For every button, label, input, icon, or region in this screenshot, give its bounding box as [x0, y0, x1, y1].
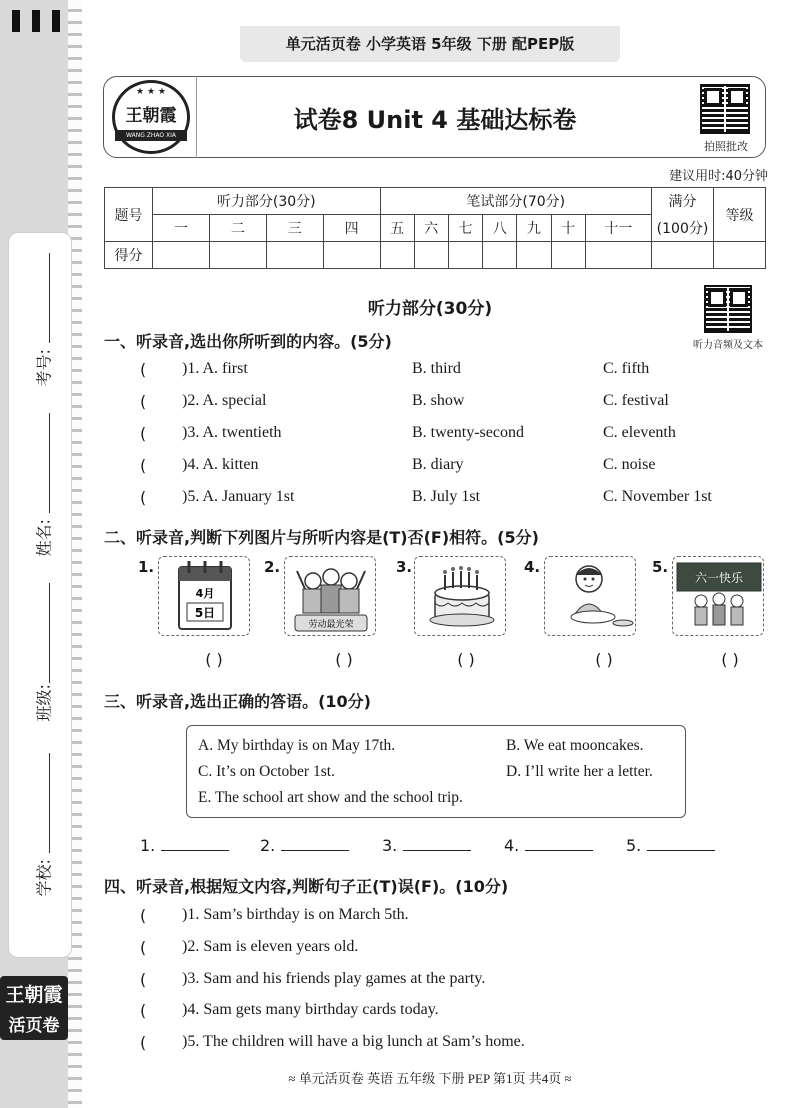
- statement-1: )1. Sam’s birthday is on March 5th.: [182, 906, 409, 923]
- answer-paren[interactable]: (: [140, 456, 147, 475]
- score-cell[interactable]: [652, 242, 714, 269]
- picture-number: 5.: [652, 558, 669, 576]
- picture-number: 3.: [396, 558, 413, 576]
- logo-stars-icon: ★ ★ ★: [136, 87, 166, 97]
- board-text: 六一快乐: [694, 571, 744, 585]
- binding-mark: [32, 10, 40, 32]
- blank-number: 1.: [140, 836, 156, 855]
- writing-group-header: 笔试部分(70分): [380, 188, 652, 215]
- exam-number-label: 考号:: [34, 349, 54, 387]
- class-label: 班级:: [34, 684, 54, 722]
- col-header: 九: [517, 215, 551, 242]
- col-header: 五: [380, 215, 414, 242]
- section-3-title: 三、听录音,选出正确的答语。(10分): [104, 692, 371, 711]
- school-field[interactable]: [49, 753, 50, 853]
- childrens-day-picture: [672, 556, 764, 636]
- section-4-title: 四、听录音,根据短文内容,判断句子正(T)误(F)。(10分): [104, 877, 509, 896]
- score-cell[interactable]: [448, 242, 482, 269]
- class-field[interactable]: [49, 583, 50, 683]
- page-footer: ≈ 单元活页卷 英语 五年级 下册 PEP 第1页 共4页 ≈: [288, 1071, 572, 1086]
- blank-number: 3.: [382, 836, 398, 855]
- score-cell[interactable]: [551, 242, 585, 269]
- name-label: 姓名:: [34, 519, 54, 557]
- section-1-title: 一、听录音,选出你所听到的内容。(5分): [104, 332, 392, 351]
- option-e: E. The school art show and the school trip.: [198, 789, 463, 806]
- option-c: C. eleventh: [603, 424, 676, 441]
- score-table: [104, 187, 766, 269]
- answer-paren[interactable]: (: [140, 392, 147, 411]
- statement-4: )4. Sam gets many birthday cards today.: [182, 1001, 439, 1018]
- suggested-time: 建议用时:40分钟: [669, 169, 768, 184]
- answer-paren[interactable]: (: [140, 1001, 147, 1020]
- workers-picture: [284, 556, 376, 636]
- series-header: 单元活页卷 小学英语 5年级 下册 配PEP版: [240, 26, 620, 62]
- answer-paren[interactable]: (: [140, 970, 147, 989]
- statement-3: )3. Sam and his friends play games at the party.: [182, 970, 486, 987]
- answer-paren[interactable]: (: [140, 1033, 147, 1052]
- col-header: 三: [266, 215, 323, 242]
- brand-name: 王朝霞: [5, 984, 63, 1006]
- score-cell[interactable]: [517, 242, 551, 269]
- col-header: 十: [551, 215, 585, 242]
- question-no-header: 题号: [105, 188, 153, 242]
- workers-icon: [285, 557, 376, 636]
- option-d: D. I’ll write her a letter.: [506, 763, 653, 780]
- section-2-title: 二、听录音,判断下列图片与所听内容是(T)否(F)相符。(5分): [104, 528, 539, 547]
- page-title: 试卷8 Unit 4 基础达标卷: [293, 106, 577, 134]
- option-c: C. fifth: [603, 360, 650, 377]
- banner-caption: 劳动最光荣: [308, 620, 354, 630]
- grade-header: 等级: [714, 188, 766, 242]
- answer-blank[interactable]: [626, 836, 715, 855]
- answer-paren[interactable]: ( ): [721, 650, 739, 669]
- answer-paren[interactable]: (: [140, 906, 147, 925]
- exam-number-field[interactable]: [49, 253, 50, 343]
- answer-blank[interactable]: [260, 836, 349, 855]
- answer-paren[interactable]: ( ): [335, 650, 353, 669]
- name-field[interactable]: [49, 413, 50, 513]
- option-c: C. It’s on October 1st.: [198, 763, 335, 780]
- score-cell[interactable]: [714, 242, 766, 269]
- brand-logo-box: [0, 976, 68, 1040]
- col-header: 十一: [585, 215, 651, 242]
- school-label: 学校:: [34, 859, 54, 897]
- full-marks-value: (100分): [652, 215, 714, 242]
- calendar-picture: [158, 556, 250, 636]
- binding-mark: [52, 10, 60, 32]
- option-a: A. My birthday is on May 17th.: [198, 737, 396, 754]
- answer-blank[interactable]: [140, 836, 229, 855]
- picture-number: 1.: [138, 558, 155, 576]
- question-1: )1. A. first: [182, 360, 248, 377]
- col-header: 一: [153, 215, 210, 242]
- picture-number: 4.: [524, 558, 541, 576]
- question-2: )2. A. special: [182, 392, 267, 409]
- score-cell[interactable]: [414, 242, 448, 269]
- divider: [196, 76, 197, 158]
- col-header: 七: [448, 215, 482, 242]
- col-header: 六: [414, 215, 448, 242]
- blank-number: 5.: [626, 836, 642, 855]
- calendar-month: 4月: [195, 587, 215, 600]
- score-cell[interactable]: [483, 242, 517, 269]
- col-header: 二: [209, 215, 266, 242]
- qr-code-icon[interactable]: [704, 285, 752, 333]
- answer-paren[interactable]: ( ): [457, 650, 475, 669]
- logo-name: 王朝霞: [125, 106, 177, 126]
- picture-number: 2.: [264, 558, 281, 576]
- option-b: B. third: [412, 360, 461, 377]
- qr-audio-label: 听力音频及文本: [693, 340, 763, 351]
- col-header: 四: [323, 215, 380, 242]
- question-4: )4. A. kitten: [182, 456, 259, 473]
- question-5: )5. A. January 1st: [182, 488, 295, 505]
- qr-code-icon[interactable]: [700, 84, 750, 134]
- answer-paren[interactable]: (: [140, 424, 147, 443]
- col-header: 八: [483, 215, 517, 242]
- listening-group-header: 听力部分(30分): [153, 188, 381, 215]
- option-b: B. We eat mooncakes.: [506, 737, 644, 754]
- answer-blank[interactable]: [504, 836, 593, 855]
- full-marks-header: 满分: [652, 188, 714, 215]
- score-cell[interactable]: [266, 242, 323, 269]
- score-row-label: 得分: [105, 242, 153, 269]
- option-b: B. twenty-second: [412, 424, 524, 441]
- question-3: )3. A. twentieth: [182, 424, 282, 441]
- option-c: C. festival: [603, 392, 669, 409]
- logo-band: WANG ZHAO XIA: [115, 130, 187, 141]
- qr-grading-label: 拍照批改: [704, 140, 748, 153]
- score-cell[interactable]: [585, 242, 651, 269]
- option-c: C. November 1st: [603, 488, 712, 505]
- birthday-cake-picture: [414, 556, 506, 636]
- option-b: B. show: [412, 392, 465, 409]
- listening-heading: 听力部分(30分): [367, 299, 493, 319]
- calendar-icon: [159, 557, 250, 636]
- answer-blank[interactable]: [382, 836, 471, 855]
- student-info-card: [8, 232, 72, 958]
- option-b: B. July 1st: [412, 488, 481, 505]
- brand-product: 活页卷: [8, 1016, 60, 1036]
- blank-number: 2.: [260, 836, 276, 855]
- publisher-logo: [112, 80, 190, 154]
- score-cell[interactable]: [153, 242, 210, 269]
- option-b: B. diary: [412, 456, 464, 473]
- answer-paren[interactable]: (: [140, 488, 147, 507]
- column-numbers-row: [105, 215, 766, 242]
- boy-cooking-icon: [545, 557, 636, 636]
- statement-2: )2. Sam is eleven years old.: [182, 938, 359, 955]
- answer-paren[interactable]: (: [140, 938, 147, 957]
- answer-paren[interactable]: ( ): [205, 650, 223, 669]
- answer-paren[interactable]: (: [140, 360, 147, 379]
- childrens-day-icon: [673, 557, 764, 636]
- score-cell[interactable]: [209, 242, 266, 269]
- statement-5: )5. The children will have a big lunch at Sam’s home.: [182, 1033, 525, 1050]
- binding-mark: [12, 10, 20, 32]
- calendar-day: 5日: [194, 606, 216, 620]
- blank-number: 4.: [504, 836, 520, 855]
- score-cell[interactable]: [323, 242, 380, 269]
- boy-cooking-picture: [544, 556, 636, 636]
- score-cell[interactable]: [380, 242, 414, 269]
- option-c: C. noise: [603, 456, 656, 473]
- birthday-cake-icon: [415, 557, 506, 636]
- answer-paren[interactable]: ( ): [595, 650, 613, 669]
